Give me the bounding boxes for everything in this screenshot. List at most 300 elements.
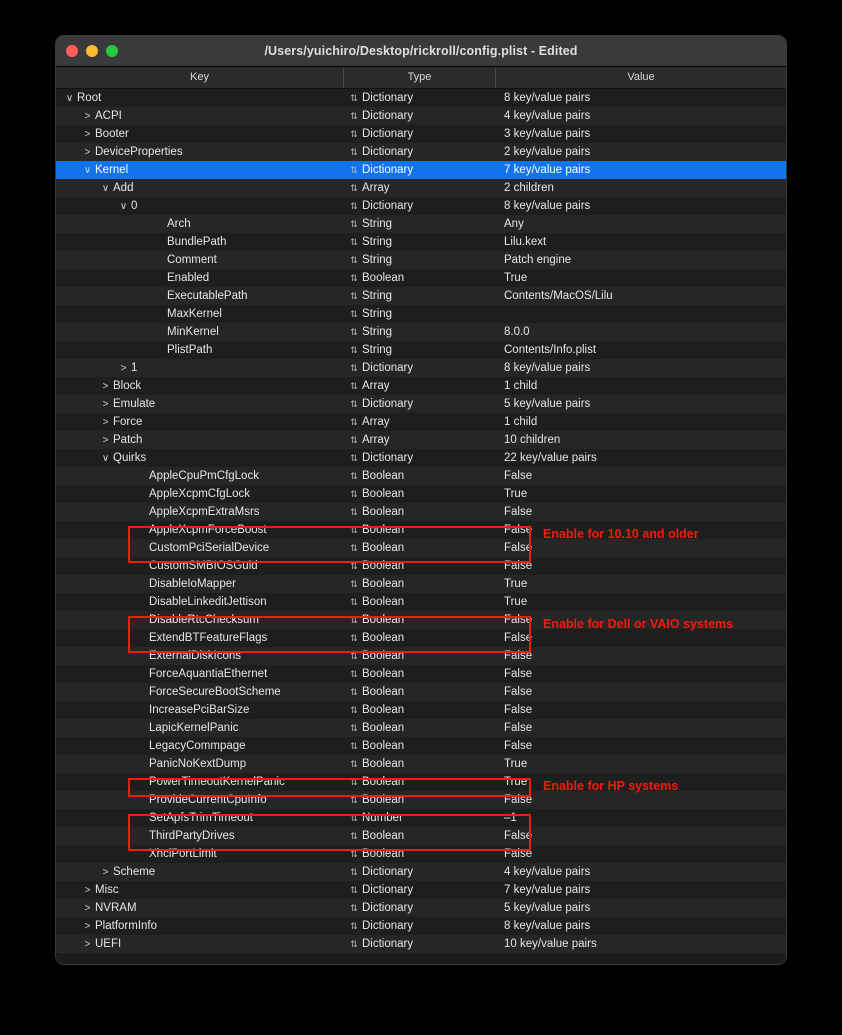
type-selector-icon[interactable]: ⇅ — [350, 848, 358, 859]
row-value-cell[interactable]: False — [504, 632, 533, 644]
row-key-cell — [56, 452, 344, 464]
row-type-cell[interactable] — [344, 470, 496, 482]
table-row[interactable] — [56, 143, 786, 161]
row-value-cell[interactable]: True — [504, 758, 528, 770]
table-row[interactable] — [56, 323, 786, 341]
row-type-cell[interactable] — [344, 686, 496, 698]
row-type-cell[interactable] — [344, 794, 496, 806]
row-value-cell[interactable]: False — [504, 524, 533, 536]
disclosure-closed-icon[interactable]: > — [84, 884, 91, 896]
row-key-cell — [56, 290, 344, 302]
row-key-cell — [56, 884, 344, 896]
type-selector-icon[interactable]: ⇅ — [350, 704, 358, 715]
disclosure-closed-icon[interactable]: > — [102, 434, 109, 446]
row-key-cell — [56, 848, 344, 860]
row-type-cell[interactable] — [344, 434, 496, 446]
row-value-cell[interactable]: False — [504, 668, 533, 680]
row-value-cell[interactable]: True — [504, 776, 528, 788]
row-type-cell[interactable] — [344, 812, 496, 824]
type-selector-icon[interactable]: ⇅ — [350, 740, 358, 751]
type-selector-icon[interactable]: ⇅ — [350, 650, 358, 661]
table-row[interactable] — [56, 233, 786, 251]
row-type-cell[interactable] — [344, 452, 496, 464]
row-value-cell[interactable]: 5 key/value pairs — [504, 398, 591, 410]
table-row[interactable] — [56, 863, 786, 881]
table-row[interactable] — [56, 647, 786, 665]
type-selector-icon[interactable]: ⇅ — [350, 920, 358, 931]
type-selector-icon[interactable]: ⇅ — [350, 596, 358, 607]
column-header-value[interactable]: Value — [627, 71, 655, 83]
table-row[interactable] — [56, 881, 786, 899]
row-value-cell[interactable]: 8 key/value pairs — [504, 92, 591, 104]
row-value-cell[interactable]: –1 — [504, 812, 517, 824]
type-selector-icon[interactable]: ⇅ — [350, 452, 358, 463]
table-row[interactable] — [56, 107, 786, 125]
plist-tree-table[interactable] — [56, 89, 786, 964]
table-row[interactable] — [56, 287, 786, 305]
row-key-label: ForceAquantiaEthernet — [149, 668, 268, 680]
row-type-label: String — [362, 254, 393, 266]
row-type-cell[interactable] — [344, 668, 496, 680]
row-type-label: Boolean — [362, 650, 405, 662]
row-type-cell[interactable] — [344, 650, 496, 662]
row-type-label: Boolean — [362, 614, 405, 626]
plist-editor-window — [56, 36, 786, 964]
disclosure-closed-icon[interactable]: > — [120, 362, 127, 374]
disclosure-closed-icon[interactable]: > — [84, 110, 91, 122]
row-key-label: IncreasePciBarSize — [149, 704, 250, 716]
row-type-label: Array — [362, 182, 390, 194]
type-selector-icon[interactable]: ⇅ — [350, 776, 358, 787]
row-type-label: Dictionary — [362, 920, 414, 932]
row-value-cell[interactable]: False — [504, 722, 533, 734]
row-key-cell — [56, 758, 344, 770]
row-type-label: Dictionary — [362, 866, 414, 878]
row-key-cell — [56, 596, 344, 608]
table-row[interactable] — [56, 755, 786, 773]
row-type-label: String — [362, 236, 393, 248]
row-type-cell[interactable] — [344, 776, 496, 788]
row-type-label: Dictionary — [362, 398, 414, 410]
table-row[interactable] — [56, 539, 786, 557]
disclosure-closed-icon[interactable]: > — [84, 938, 91, 950]
table-row[interactable] — [56, 557, 786, 575]
type-selector-icon[interactable]: ⇅ — [350, 866, 358, 877]
row-type-label: Dictionary — [362, 128, 414, 140]
row-type-cell[interactable] — [344, 542, 496, 554]
row-value-cell[interactable]: False — [504, 848, 533, 860]
type-selector-icon[interactable]: ⇅ — [350, 380, 358, 391]
type-selector-icon[interactable]: ⇅ — [350, 200, 358, 211]
row-key-cell — [56, 722, 344, 734]
row-key-label: ExternalDiskIcons — [149, 650, 242, 662]
type-selector-icon[interactable]: ⇅ — [350, 488, 358, 499]
table-row[interactable] — [56, 359, 786, 377]
column-header-type[interactable]: Type — [344, 67, 496, 88]
row-value-cell[interactable]: False — [504, 650, 533, 662]
row-key-label: Quirks — [113, 452, 147, 464]
type-selector-icon[interactable]: ⇅ — [350, 164, 358, 175]
row-type-label: Number — [362, 812, 403, 824]
minimize-button[interactable] — [86, 45, 98, 57]
table-row[interactable] — [56, 917, 786, 935]
row-key-label: AppleXcpmExtraMsrs — [149, 506, 260, 518]
row-type-label: Boolean — [362, 830, 405, 842]
type-selector-icon[interactable]: ⇅ — [350, 236, 358, 247]
row-type-cell[interactable] — [344, 218, 496, 230]
row-type-cell[interactable] — [344, 488, 496, 500]
row-value-cell[interactable]: 5 key/value pairs — [504, 902, 591, 914]
type-selector-icon[interactable]: ⇅ — [350, 326, 358, 337]
row-type-label: String — [362, 308, 393, 320]
row-type-cell[interactable] — [344, 614, 496, 626]
row-value-cell[interactable]: 1 child — [504, 380, 538, 392]
type-selector-icon[interactable]: ⇅ — [350, 290, 358, 301]
row-type-cell[interactable] — [344, 506, 496, 518]
type-selector-icon[interactable]: ⇅ — [350, 434, 358, 445]
row-value-cell[interactable]: Contents/Info.plist — [504, 344, 597, 356]
row-key-cell — [56, 920, 344, 932]
note-hp: Enable for HP systems — [543, 779, 679, 793]
table-row[interactable] — [56, 89, 786, 107]
type-selector-icon[interactable]: ⇅ — [350, 254, 358, 265]
type-selector-icon[interactable]: ⇅ — [350, 92, 358, 103]
row-key-cell — [56, 506, 344, 518]
type-selector-icon[interactable]: ⇅ — [350, 614, 358, 625]
row-type-cell[interactable] — [344, 758, 496, 770]
row-key-cell — [56, 830, 344, 842]
table-row[interactable] — [56, 629, 786, 647]
table-row[interactable] — [56, 413, 786, 431]
row-type-label: Boolean — [362, 578, 405, 590]
row-key-cell — [56, 344, 344, 356]
row-type-cell[interactable] — [344, 938, 496, 950]
disclosure-closed-icon[interactable]: > — [84, 920, 91, 932]
row-type-cell[interactable] — [344, 236, 496, 248]
table-row[interactable] — [56, 665, 786, 683]
disclosure-closed-icon[interactable]: > — [102, 866, 109, 878]
row-key-cell — [56, 578, 344, 590]
row-key-label: AppleXcpmForceBoost — [149, 524, 267, 536]
row-type-cell[interactable] — [344, 200, 496, 212]
type-selector-icon[interactable]: ⇅ — [350, 218, 358, 229]
row-type-label: Boolean — [362, 542, 405, 554]
row-type-cell[interactable] — [344, 380, 496, 392]
table-row[interactable] — [56, 773, 786, 791]
row-type-cell[interactable] — [344, 362, 496, 374]
row-type-cell[interactable] — [344, 632, 496, 644]
table-row[interactable] — [56, 377, 786, 395]
type-selector-icon[interactable]: ⇅ — [350, 686, 358, 697]
row-type-cell[interactable] — [344, 884, 496, 896]
row-type-label: Array — [362, 380, 390, 392]
row-value-cell[interactable]: False — [504, 470, 533, 482]
row-key-cell — [56, 398, 344, 410]
table-row[interactable] — [56, 431, 786, 449]
row-key-label: DeviceProperties — [95, 146, 183, 158]
row-key-cell — [56, 236, 344, 248]
row-type-cell[interactable] — [344, 416, 496, 428]
table-row[interactable] — [56, 521, 786, 539]
row-type-cell[interactable] — [344, 128, 496, 140]
row-value-cell[interactable]: Lilu.kext — [504, 236, 547, 248]
table-row[interactable] — [56, 197, 786, 215]
maximize-button[interactable] — [106, 45, 118, 57]
type-selector-icon[interactable]: ⇅ — [350, 146, 358, 157]
close-button[interactable] — [66, 45, 78, 57]
table-row[interactable] — [56, 827, 786, 845]
row-value-cell[interactable]: False — [504, 542, 533, 554]
row-key-label: CustomPciSerialDevice — [149, 542, 270, 554]
type-selector-icon[interactable]: ⇅ — [350, 758, 358, 769]
row-type-cell[interactable] — [344, 704, 496, 716]
type-selector-icon[interactable]: ⇅ — [350, 830, 358, 841]
table-row[interactable] — [56, 449, 786, 467]
table-row[interactable] — [56, 935, 786, 953]
row-key-cell — [56, 902, 344, 914]
type-selector-icon[interactable]: ⇅ — [350, 344, 358, 355]
type-selector-icon[interactable]: ⇅ — [350, 506, 358, 517]
row-type-label: Dictionary — [362, 200, 414, 212]
row-value-cell[interactable]: 8 key/value pairs — [504, 920, 591, 932]
row-key-label: Comment — [167, 254, 217, 266]
row-value-cell[interactable]: False — [504, 830, 533, 842]
row-key-label: ForceSecureBootScheme — [149, 686, 281, 698]
type-selector-icon[interactable]: ⇅ — [350, 938, 358, 949]
type-selector-icon[interactable]: ⇅ — [350, 308, 358, 319]
row-type-cell[interactable] — [344, 596, 496, 608]
row-type-cell[interactable] — [344, 92, 496, 104]
row-key-cell — [56, 560, 344, 572]
row-value-cell[interactable]: 2 key/value pairs — [504, 146, 591, 158]
row-value-cell[interactable]: Any — [504, 218, 524, 230]
row-type-label: Boolean — [362, 524, 405, 536]
row-type-cell[interactable] — [344, 902, 496, 914]
row-key-cell — [56, 524, 344, 536]
row-key-cell — [56, 794, 344, 806]
table-row[interactable] — [56, 593, 786, 611]
row-type-cell[interactable] — [344, 740, 496, 752]
row-value-cell[interactable]: 7 key/value pairs — [504, 884, 591, 896]
row-key-cell — [56, 200, 344, 212]
disclosure-open-icon[interactable]: ∨ — [83, 164, 92, 176]
row-type-label: Dictionary — [362, 884, 414, 896]
type-selector-icon[interactable]: ⇅ — [350, 812, 358, 823]
row-type-cell[interactable] — [344, 578, 496, 590]
row-type-cell[interactable] — [344, 830, 496, 842]
table-row[interactable] — [56, 269, 786, 287]
type-selector-icon[interactable]: ⇅ — [350, 578, 358, 589]
table-row[interactable] — [56, 485, 786, 503]
type-selector-icon[interactable]: ⇅ — [350, 632, 358, 643]
row-type-label: Dictionary — [362, 452, 414, 464]
row-key-label: DisableRtcChecksum — [149, 614, 259, 626]
table-row[interactable] — [56, 341, 786, 359]
row-value-cell[interactable]: 4 key/value pairs — [504, 110, 591, 122]
row-key-label: ThirdPartyDrives — [149, 830, 235, 842]
row-key-cell — [56, 812, 344, 824]
row-type-label: Boolean — [362, 668, 405, 680]
row-key-label: 0 — [131, 200, 138, 212]
row-key-label: Misc — [95, 884, 119, 896]
row-key-cell — [56, 542, 344, 554]
row-type-cell[interactable] — [344, 182, 496, 194]
type-selector-icon[interactable]: ⇅ — [350, 272, 358, 283]
disclosure-open-icon[interactable]: ∨ — [101, 452, 110, 464]
row-value-cell[interactable]: False — [504, 740, 533, 752]
row-type-label: Boolean — [362, 596, 405, 608]
row-value-cell[interactable]: False — [504, 560, 533, 572]
row-value-cell[interactable]: 1 child — [504, 416, 538, 428]
table-row[interactable] — [56, 899, 786, 917]
table-row[interactable] — [56, 575, 786, 593]
row-key-label: Patch — [113, 434, 143, 446]
row-value-cell[interactable]: False — [504, 614, 533, 626]
disclosure-closed-icon[interactable]: > — [102, 380, 109, 392]
disclosure-open-icon[interactable]: ∨ — [119, 200, 128, 212]
type-selector-icon[interactable]: ⇅ — [350, 722, 358, 733]
type-selector-icon[interactable]: ⇅ — [350, 902, 358, 913]
row-key-label: ExtendBTFeatureFlags — [149, 632, 268, 644]
window-controls — [66, 45, 118, 57]
type-selector-icon[interactable]: ⇅ — [350, 668, 358, 679]
table-row[interactable] — [56, 809, 786, 827]
row-key-cell — [56, 92, 344, 104]
row-key-label: PanicNoKextDump — [149, 758, 247, 770]
row-type-cell[interactable] — [344, 866, 496, 878]
table-row[interactable] — [56, 737, 786, 755]
row-key-cell — [56, 326, 344, 338]
row-key-cell — [56, 164, 344, 176]
row-value-cell[interactable]: 8 key/value pairs — [504, 200, 591, 212]
row-value-cell[interactable]: 2 children — [504, 182, 554, 194]
table-row[interactable] — [56, 215, 786, 233]
column-header-key[interactable]: Key — [56, 67, 344, 88]
row-type-cell[interactable] — [344, 272, 496, 284]
disclosure-closed-icon[interactable]: > — [102, 416, 109, 428]
type-selector-icon[interactable]: ⇅ — [350, 128, 358, 139]
table-row[interactable] — [56, 845, 786, 863]
row-value-cell[interactable]: True — [504, 272, 528, 284]
row-key-label: ACPI — [95, 110, 122, 122]
row-type-label: Boolean — [362, 488, 405, 500]
row-type-label: String — [362, 218, 393, 230]
row-key-label: PlistPath — [167, 344, 213, 356]
row-type-cell[interactable] — [344, 146, 496, 158]
row-type-cell[interactable] — [344, 110, 496, 122]
row-type-label: Boolean — [362, 560, 405, 572]
row-value-cell[interactable]: True — [504, 578, 528, 590]
row-type-label: String — [362, 326, 393, 338]
table-row[interactable] — [56, 683, 786, 701]
table-row[interactable] — [56, 791, 786, 809]
table-row[interactable] — [56, 179, 786, 197]
disclosure-closed-icon[interactable]: > — [102, 398, 109, 410]
row-value-cell[interactable]: False — [504, 704, 533, 716]
row-key-label: LegacyCommpage — [149, 740, 246, 752]
row-type-cell[interactable] — [344, 848, 496, 860]
row-key-label: AppleCpuPmCfgLock — [149, 470, 259, 482]
type-selector-icon[interactable]: ⇅ — [350, 470, 358, 481]
table-row[interactable] — [56, 395, 786, 413]
row-value-cell[interactable]: 4 key/value pairs — [504, 866, 591, 878]
row-key-cell — [56, 470, 344, 482]
table-row[interactable] — [56, 719, 786, 737]
row-type-cell[interactable] — [344, 560, 496, 572]
type-selector-icon[interactable]: ⇅ — [350, 524, 358, 535]
row-value-cell[interactable]: 22 key/value pairs — [504, 452, 597, 464]
row-key-cell — [56, 434, 344, 446]
disclosure-closed-icon[interactable]: > — [84, 128, 91, 140]
row-type-cell[interactable] — [344, 920, 496, 932]
row-value-cell[interactable]: True — [504, 488, 528, 500]
row-type-cell[interactable] — [344, 308, 496, 320]
type-selector-icon[interactable]: ⇅ — [350, 416, 358, 427]
table-row[interactable] — [56, 467, 786, 485]
row-value-cell[interactable]: 10 key/value pairs — [504, 938, 597, 950]
row-value-cell[interactable]: True — [504, 596, 528, 608]
row-value-cell[interactable]: False — [504, 686, 533, 698]
row-type-label: Boolean — [362, 848, 405, 860]
disclosure-open-icon[interactable]: ∨ — [101, 182, 110, 194]
row-value-cell[interactable]: 8.0.0 — [504, 326, 530, 338]
row-key-label: Scheme — [113, 866, 156, 878]
type-selector-icon[interactable]: ⇅ — [350, 542, 358, 553]
row-key-label: SetApfsTrimTimeout — [149, 812, 253, 824]
row-key-cell — [56, 668, 344, 680]
row-key-label: MaxKernel — [167, 308, 222, 320]
row-key-cell — [56, 308, 344, 320]
type-selector-icon[interactable]: ⇅ — [350, 182, 358, 193]
table-row[interactable] — [56, 305, 786, 323]
row-value-cell[interactable]: 3 key/value pairs — [504, 128, 591, 140]
type-selector-icon[interactable]: ⇅ — [350, 398, 358, 409]
disclosure-closed-icon[interactable]: > — [84, 902, 91, 914]
row-type-cell[interactable] — [344, 326, 496, 338]
row-type-cell[interactable] — [344, 722, 496, 734]
row-type-cell[interactable] — [344, 398, 496, 410]
row-type-cell[interactable] — [344, 254, 496, 266]
type-selector-icon[interactable]: ⇅ — [350, 362, 358, 373]
row-key-cell — [56, 362, 344, 374]
table-row[interactable] — [56, 161, 786, 179]
row-value-cell[interactable]: False — [504, 506, 533, 518]
type-selector-icon[interactable]: ⇅ — [350, 794, 358, 805]
row-value-cell[interactable]: Patch engine — [504, 254, 572, 266]
row-value-cell[interactable]: Contents/MacOS/Lilu — [504, 290, 613, 302]
disclosure-closed-icon[interactable]: > — [84, 146, 91, 158]
table-row[interactable] — [56, 503, 786, 521]
row-value-cell[interactable]: 8 key/value pairs — [504, 362, 591, 374]
type-selector-icon[interactable]: ⇅ — [350, 884, 358, 895]
row-type-cell[interactable] — [344, 164, 496, 176]
table-row[interactable] — [56, 701, 786, 719]
row-type-cell[interactable] — [344, 290, 496, 302]
row-value-cell[interactable]: False — [504, 794, 533, 806]
row-value-cell[interactable]: 7 key/value pairs — [504, 164, 591, 176]
disclosure-open-icon[interactable]: ∨ — [65, 92, 74, 104]
row-type-cell[interactable] — [344, 524, 496, 536]
table-row[interactable] — [56, 251, 786, 269]
type-selector-icon[interactable]: ⇅ — [350, 110, 358, 121]
table-row[interactable] — [56, 611, 786, 629]
row-key-cell — [56, 272, 344, 284]
row-type-cell[interactable] — [344, 344, 496, 356]
row-type-label: Dictionary — [362, 362, 414, 374]
type-selector-icon[interactable]: ⇅ — [350, 560, 358, 571]
table-row[interactable] — [56, 125, 786, 143]
row-value-cell[interactable]: 10 children — [504, 434, 561, 446]
